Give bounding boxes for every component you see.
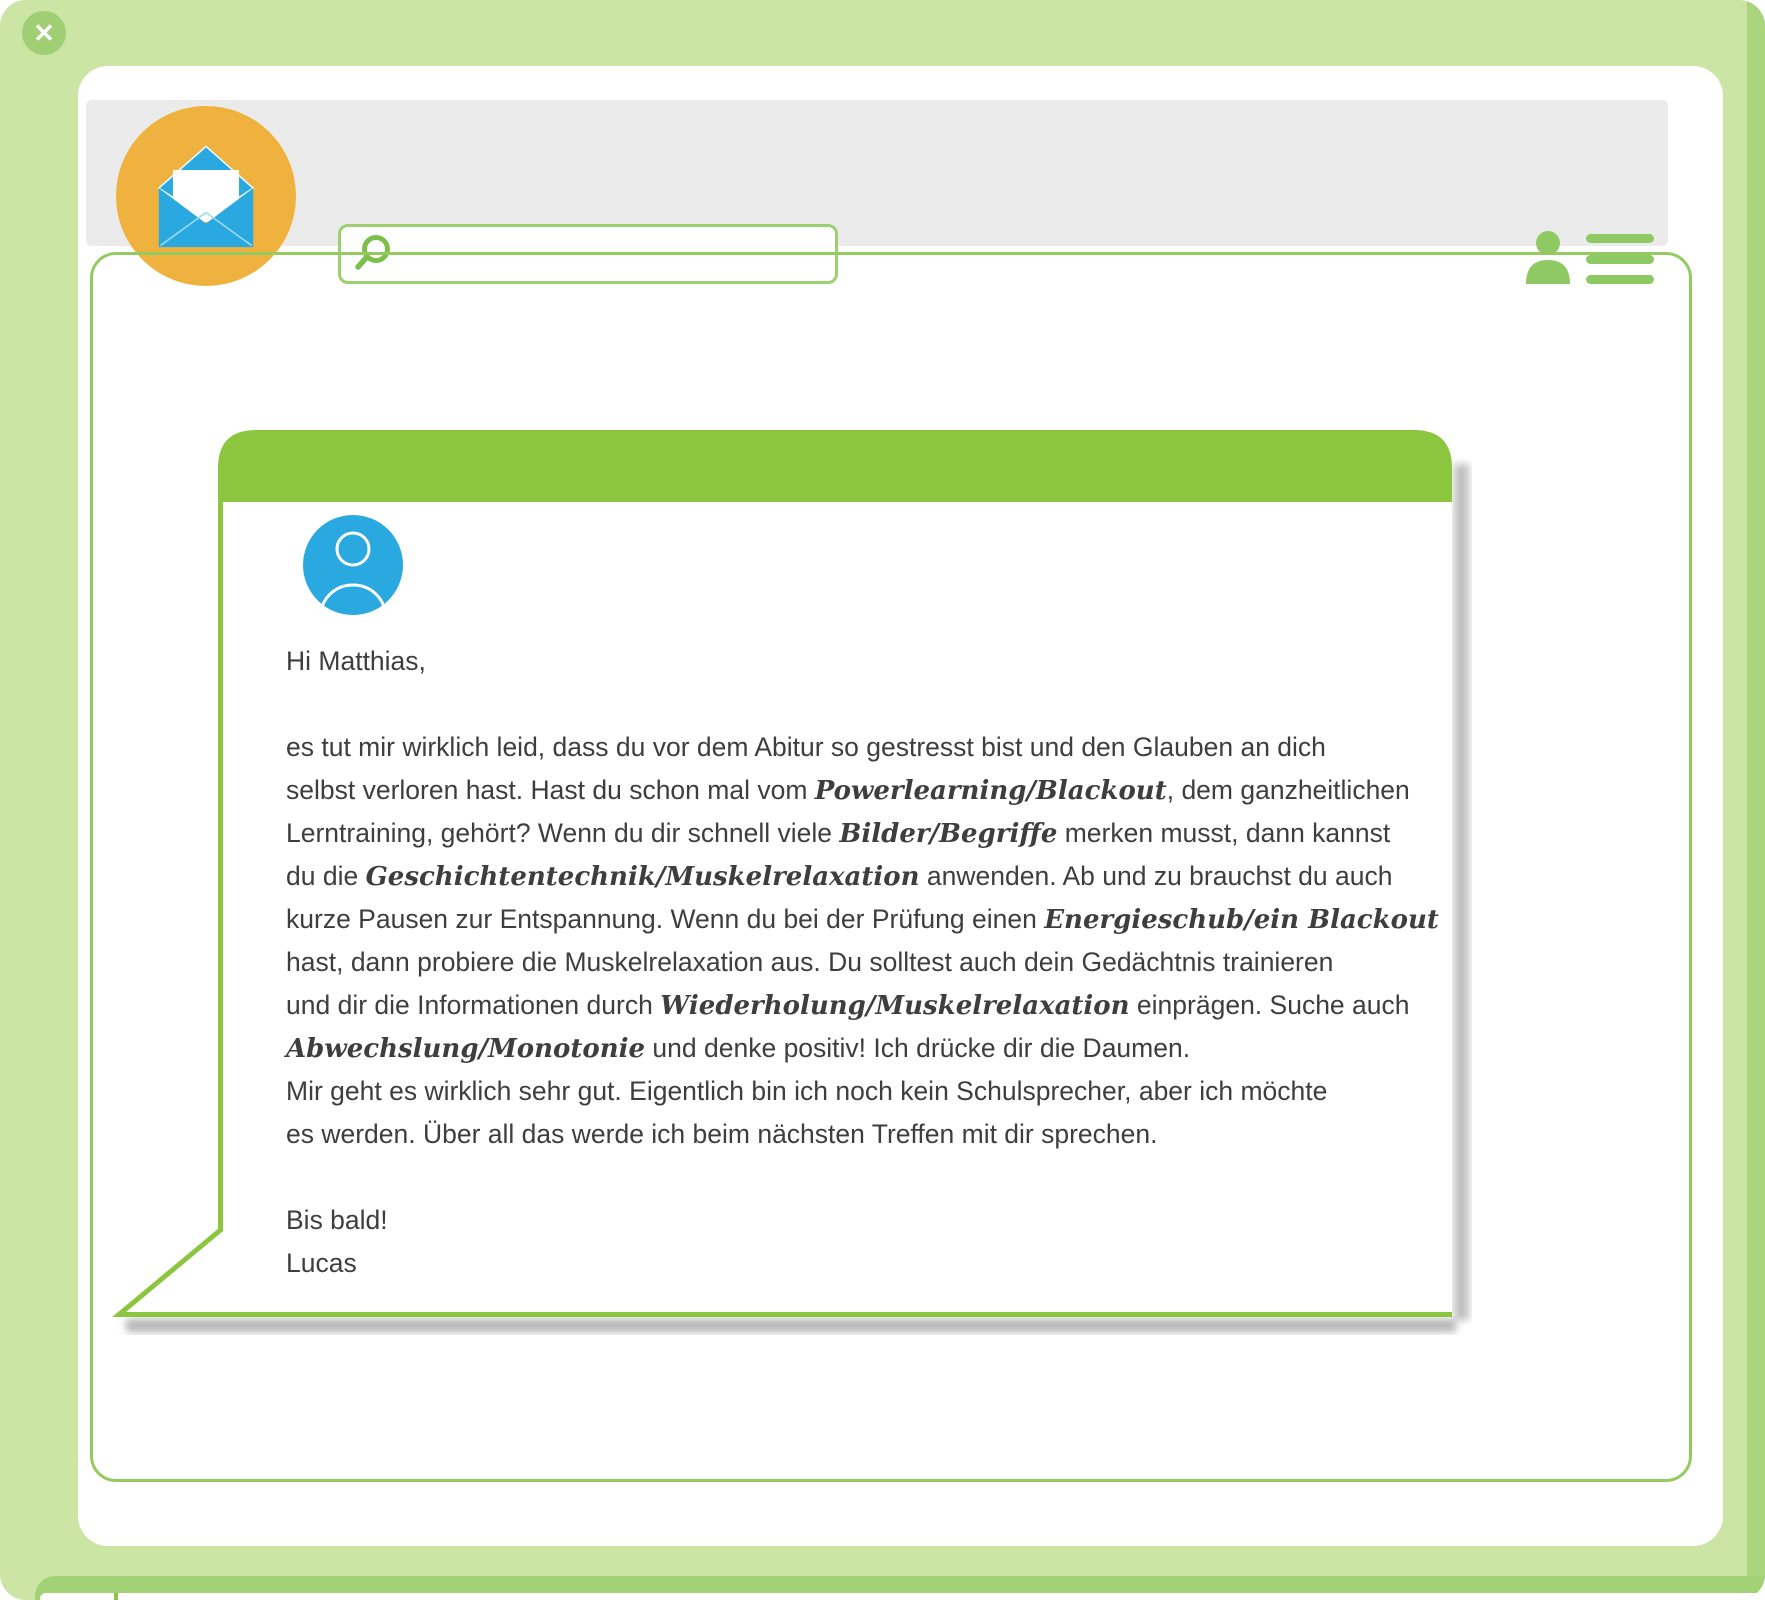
message-line-text: merken musst, dann kannst [1057,818,1391,848]
message-line-text: anwenden. Ab und zu brauchst du auch [919,861,1393,891]
message-line [286,812,1486,855]
header-bar [86,100,1668,246]
close-icon: ✕ [33,18,55,48]
message-greeting: Hi Matthias, [286,646,426,676]
message-line-text: hast, dann probiere die Muskelrelaxation aus. Du solltest auch dein Gedächtnis trainieren [286,947,1334,977]
selected-choice-text: Wiederholung/Muskelrelaxation [660,991,1130,1021]
message-line-text: Mir geht es wirklich sehr gut. Eigentlich bin ich noch kein Schulsprecher, aber ich möchte [286,1076,1328,1106]
message-line [286,855,1486,898]
message-line-text: Lerntraining, gehört? Wenn du dir schnell viele [286,818,840,848]
close-button[interactable] [22,11,66,55]
message-line-text: einprägen. Suche auch [1129,990,1410,1020]
message-line-text: , dem ganzheitlichen [1166,775,1410,805]
selected-choice-text: Abwechslung/Monotonie [286,1034,646,1064]
message-line-text: und dir die Informationen durch [286,990,661,1020]
selected-choice-text: Energieschub/ein Blackout [1044,905,1439,935]
message-line-text: und denke positiv! Ich drücke dir die Daumen. [645,1033,1191,1063]
frame-right-edge [1747,0,1765,1600]
message-line-text: es werden. Über all das werde ich beim nächsten Treffen mit dir sprechen. [286,1119,1158,1149]
next-card-border [114,1593,118,1600]
message-line [286,726,1486,769]
message-line-text: du die [286,861,366,891]
next-card-window [40,1593,1765,1600]
message-paragraph [286,726,1486,1156]
message-line [286,984,1486,1027]
selected-choice-text: Bilder/Begriffe [839,819,1058,849]
message-line [286,1113,1486,1156]
message-line [286,1070,1486,1113]
bubble-header-bar [218,430,1452,502]
menu-bar [1586,234,1654,243]
message-closing: Bis bald! [286,1205,388,1235]
message-line-text: selbst verloren hast. Hast du schon mal vom [286,775,815,805]
selected-choice-text: Geschichtentechnik/Muskelrelaxation [365,862,920,892]
message-signature: Lucas [286,1248,357,1278]
message-line [286,941,1486,984]
message-line-text: kurze Pausen zur Entspannung. Wenn du bei der Prüfung einen [286,904,1045,934]
message-line [286,1027,1486,1070]
open-envelope-icon [142,137,270,255]
sender-avatar [303,515,403,615]
message-line [286,769,1486,812]
bubble-shadow-bottom [126,1319,1456,1332]
message-line [286,898,1486,941]
message-line-text: es tut mir wirklich leid, dass du vor dem Abitur so gestresst bist und den Glauben an dich [286,732,1326,762]
selected-choice-text: Powerlearning/Blackout [814,776,1167,806]
message-text [286,640,1486,1285]
